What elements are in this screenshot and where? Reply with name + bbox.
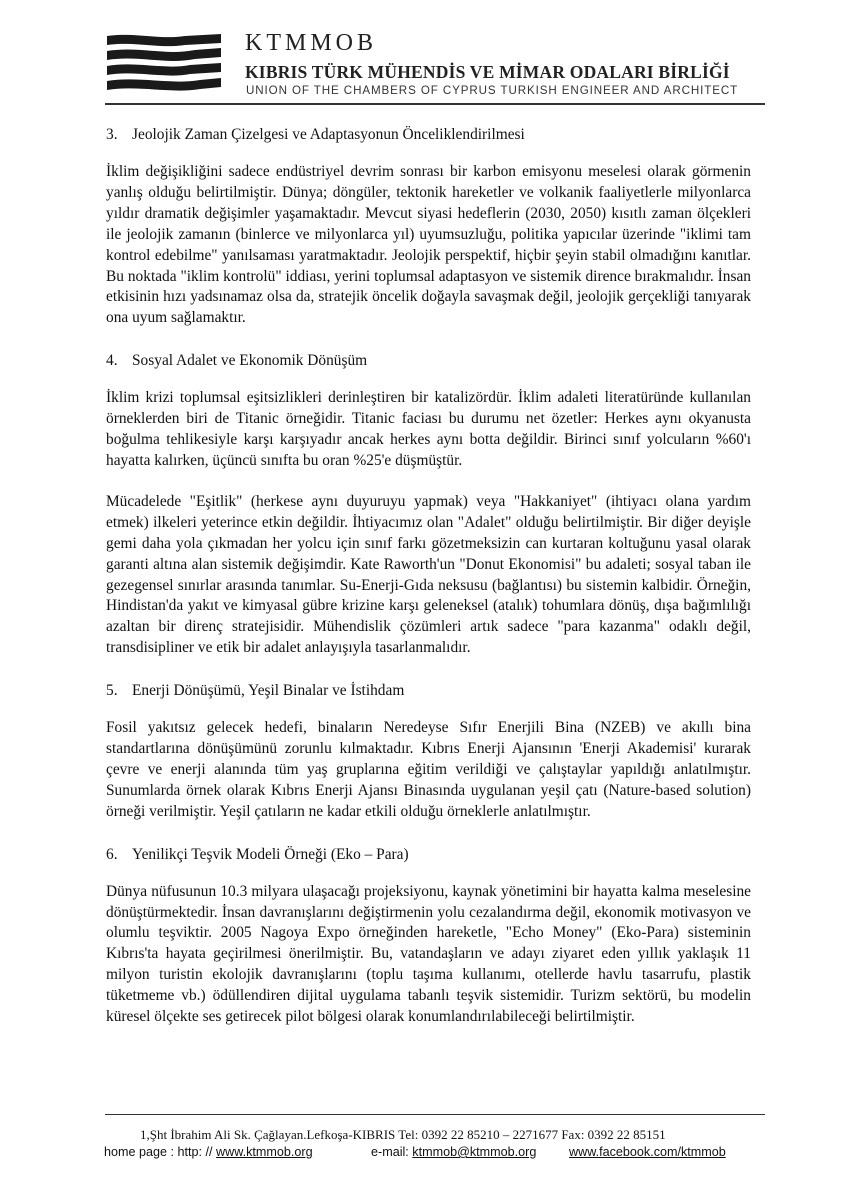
document-body xyxy=(106,124,751,1028)
homepage-label: home page : http: // xyxy=(104,1145,217,1159)
email-link[interactable]: ktmmob@ktmmob.org xyxy=(412,1145,537,1159)
org-full-name: KIBRIS TÜRK MÜHENDİS VE MİMAR ODALARI BİRLİĞİ xyxy=(245,62,730,82)
paragraph: İklim krizi toplumsal eşitsizlikleri derinleştiren bir katalizördür. İklim adaleti literatüründe kullanılan örneklerden biri de Titanic örneğidir. Titanic faciası bu durumu net özetler: Herkes aynı okyanusta boğulma tehlikesiyle karşı karşıyadır ancak herkes aynı botta değildir. Birinci sınıf yolcuların %60'ı hayatta kalırken, üçüncü sınıfta bu oran %25'e düşmüştür. xyxy=(106,389,751,469)
section-number: 4. xyxy=(106,352,118,370)
org-english-name: UNION OF THE CHAMBERS OF CYPRUS TURKISH ENGINEER AND ARCHITECT xyxy=(246,84,739,97)
section-number: 5. xyxy=(106,682,118,700)
ktmmob-logo-icon xyxy=(105,30,223,98)
section-heading xyxy=(106,844,751,865)
paragraph: İklim değişikliğini sadece endüstriyel devrim sonrası bir karbon emisyonu meselesi olarak görmenin yanlış olduğu belirtilmiştir. Dünya; döngüler, tektonik hareketler ve volkanik faaliyetlerle milyonlarca yıldır dramatik değişimler yaşamaktadır. Mevcut siyasi hedeflerin (2030, 2050) kısıtlı zaman ölçekleri ile jeolojik zamanın (binlerce ve milyonlarca yıl) uyumsuzluğu, politika yapıcılar üzerinde "iklimi tam kontrol edebilme" yanılsaması yaratmaktadır. Jeolojik perspektif, hiçbir şeyin stabil olmadığını kanıtlar. Bu noktada "iklim kontrolü" iddiası, yerini toplumsal adaptasyon ve sistemik dirence bırakmalıdır. İnsan etkisinin hızı yadsınamaz olsa da, stratejik öncelik doğayla savaşmak değil, jeolojik gerçekliği tanıyarak ona uyum sağlamaktır. xyxy=(106,163,751,327)
section-title: Yenilikçi Teşvik Modeli Örneği (Eko – Para) xyxy=(132,845,409,863)
paragraph: Fosil yakıtsız gelecek hedefi, binaların Neredeyse Sıfır Enerjili Bina (NZEB) ve akıllı bina standartlarına dönüşümünü zorunlu kılmaktadır. Kıbrıs Enerji Ajansının 'Enerji Akademisi' kurarak çevre ve enerji alanında tüm yaş gruplarına eğitim verildiği ve çalıştaylar yapıldığı anlatılmıştır. Sunumlarda örnek olarak Kıbrıs Enerji Ajansı Binasında uygulanan yeşil çatı (Nature-based solution) örneği verilmiştir. Yeşil çatıların ne kadar etkili olduğu örneklerle anlatılmıştır. xyxy=(106,719,751,820)
letterhead xyxy=(105,22,765,107)
header-divider xyxy=(105,103,765,105)
section-number: 3. xyxy=(106,126,118,143)
section-heading xyxy=(106,680,751,701)
section-heading xyxy=(106,124,751,145)
section-number: 6. xyxy=(106,845,118,863)
footer-email xyxy=(371,1145,536,1159)
email-label: e-mail: xyxy=(371,1145,413,1159)
org-short-name: KTMMOB xyxy=(245,30,378,56)
paragraph: Dünya nüfusunun 10.3 milyara ulaşacağı projeksiyonu, kaynak yönetimini bir hayatta kalma meselesine dönüştürmektedir. İnsan davranışlarını değiştirmenin yolu cezalandırma değil, ekonomik motivasyon ve olumlu teşviktir. 2005 Nagoya Expo örneğinden hareketle, "Echo Money" (Eko-Para) sisteminin Kıbrıs'ta hayata geçirilmesi önerilmiştir. Bu, vatandaşların ve adayı ziyaret eden yıllık yaklaşık 11 milyon turistin ekolojik davranışlarını (toplu taşıma kullanımı, otellerde havlu tasarrufu, plastik tüketmeme vb.) ödüllendiren dijital uygulama tabanlı teşvik sistemidir. Turizm sektörü, bu modelin küresel ölçekte ses getirecek pilot bölgesi olarak konumlandırılabileceği belirtilmiştir. xyxy=(106,882,751,1026)
footer-divider xyxy=(105,1114,765,1115)
section-title: Jeolojik Zaman Çizelgesi ve Adaptasyonun Önceliklendirilmesi xyxy=(132,126,525,143)
facebook-link[interactable]: www.facebook.com/ktmmob xyxy=(569,1145,726,1159)
footer-homepage xyxy=(104,1145,313,1159)
section-title: Enerji Dönüşümü, Yeşil Binalar ve İstihdam xyxy=(132,682,405,700)
footer-address: 1,Şht İbrahim Ali Sk. Çağlayan.Lefkoşa-KIBRIS Tel: 0392 22 85210 – 2271677 Fax: 0392 22 85151 xyxy=(140,1127,666,1142)
section-title: Sosyal Adalet ve Ekonomik Dönüşüm xyxy=(132,352,368,370)
section-heading xyxy=(106,350,751,371)
homepage-link[interactable]: www.ktmmob.org xyxy=(216,1145,313,1159)
paragraph: Mücadelede "Eşitlik" (herkese aynı duyuruyu yapmak) veya "Hakkaniyet" (ihtiyacı olana yardım etmek) ilkeleri yeterince etkin değildir. İhtiyacımız olan "Adalet" olduğu belirtilmiştir. Bir diğer deyişle gemi daha yola çıkmadan her yolcu için sınıf farkı gözetmeksizin can kurtaran koltuğunu yasal olarak garanti altına alan sistemik değişimdir. Kate Raworth'un "Donut Ekonomisi" bu adaleti; sosyal taban ile gezegensel sınırlar arasında tanımlar. Su-Enerji-Gıda neksusu (bağlantısı) bu sistemin kalbidir. Örneğin, Hindistan'da yakıt ve kimyasal gübre krizine karşı geleneksel (atalık) tohumlara dönüş, dışa bağımlılığı azaltan bir direnç stratejisidir. Mühendislik çözümleri artık sadece "para kazanma" odaklı değil, transdisipliner ve etik bir adalet anlayışıyla tasarlanmalıdır. xyxy=(106,492,751,657)
